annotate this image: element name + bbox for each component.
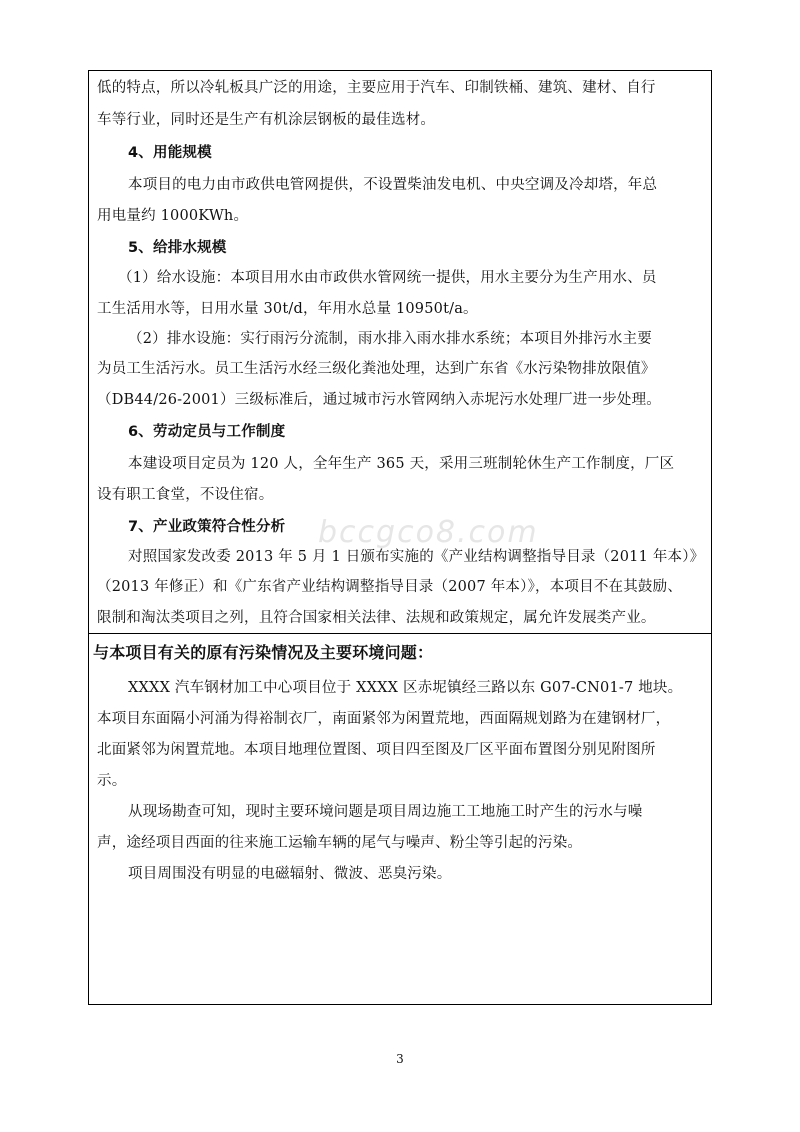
body-line: 示。	[97, 773, 127, 789]
body-line: （1）给水设施：本项目用水由市政供水管网统一提供，用水主要分为生产用水、员	[118, 270, 657, 286]
body-line: 低的特点，所以冷轧板具广泛的用途，主要应用于汽车、印制铁桶、建筑、建材、自行	[97, 80, 656, 96]
body-line: 项目周围没有明显的电磁辐射、微波、恶臭污染。	[128, 866, 452, 882]
body-line: XXXX 汽车钢材加工中心项目位于 XXXX 区赤坭镇经三路以东 G07-CN01-7 地块。	[128, 680, 683, 696]
body-line: 本项目东面隔小河涌为得裕制衣厂，南面紧邻为闲置荒地，西面隔规划路为在建钢材厂，	[97, 711, 671, 727]
heading-staffing: 6、劳动定员与工作制度	[128, 424, 286, 440]
body-line: 为员工生活污水。员工生活污水经三级化粪池处理，达到广东省《水污染物排放限值》	[97, 361, 656, 377]
body-line: （2013 年修正）和《广东省产业结构调整指导目录（2007 年本）》，本项目不在其鼓励、	[97, 579, 683, 595]
heading-water-scale: 5、给排水规模	[128, 240, 227, 256]
page-number: 3	[396, 1052, 404, 1066]
body-line: 用电量约 1000KWh。	[97, 208, 249, 224]
body-line: 工生活用水等，日用水量 30t/d，年用水总量 10950t/a。	[97, 301, 478, 317]
body-line: 限制和淘汰类项目之列，且符合国家相关法律、法规和政策规定，属允许发展类产业。	[97, 610, 656, 626]
body-line: （DB44/26-2001）三级标准后，通过城市污水管网纳入赤坭污水处理厂进一步处理。	[97, 392, 661, 408]
body-line: 从现场勘查可知，现时主要环境问题是项目周边施工工地施工时产生的污水与噪	[128, 804, 643, 820]
body-line: 对照国家发改委 2013 年 5 月 1 日颁布实施的《产业结构调整指导目录（2011 年本）》	[128, 549, 705, 565]
section-title: 与本项目有关的原有污染情况及主要环境问题：	[93, 643, 434, 662]
watermark: bccgco8.com	[318, 515, 539, 550]
heading-policy: 7、产业政策符合性分析	[128, 519, 286, 535]
body-line: 北面紧邻为闲置荒地。本项目地理位置图、项目四至图及厂区平面布置图分别见附图所	[97, 742, 656, 758]
body-line: 本建设项目定员为 120 人，全年生产 365 天，采用三班制轮休生产工作制度，厂区	[128, 456, 675, 472]
body-line: 本项目的电力由市政供电管网提供，不设置柴油发电机、中央空调及冷却塔，年总	[128, 177, 658, 193]
body-line: 设有职工食堂，不设住宿。	[97, 487, 274, 503]
heading-energy-scale: 4、用能规模	[128, 145, 212, 161]
body-line: 声，途经项目西面的往来施工运输车辆的尾气与噪声、粉尘等引起的污染。	[97, 835, 583, 851]
body-line: 车等行业，同时还是生产有机涂层钢板的最佳选材。	[97, 112, 436, 128]
section-divider	[88, 633, 712, 634]
body-line: （2）排水设施：实行雨污分流制，雨水排入雨水排水系统；本项目外排污水主要	[128, 331, 652, 347]
